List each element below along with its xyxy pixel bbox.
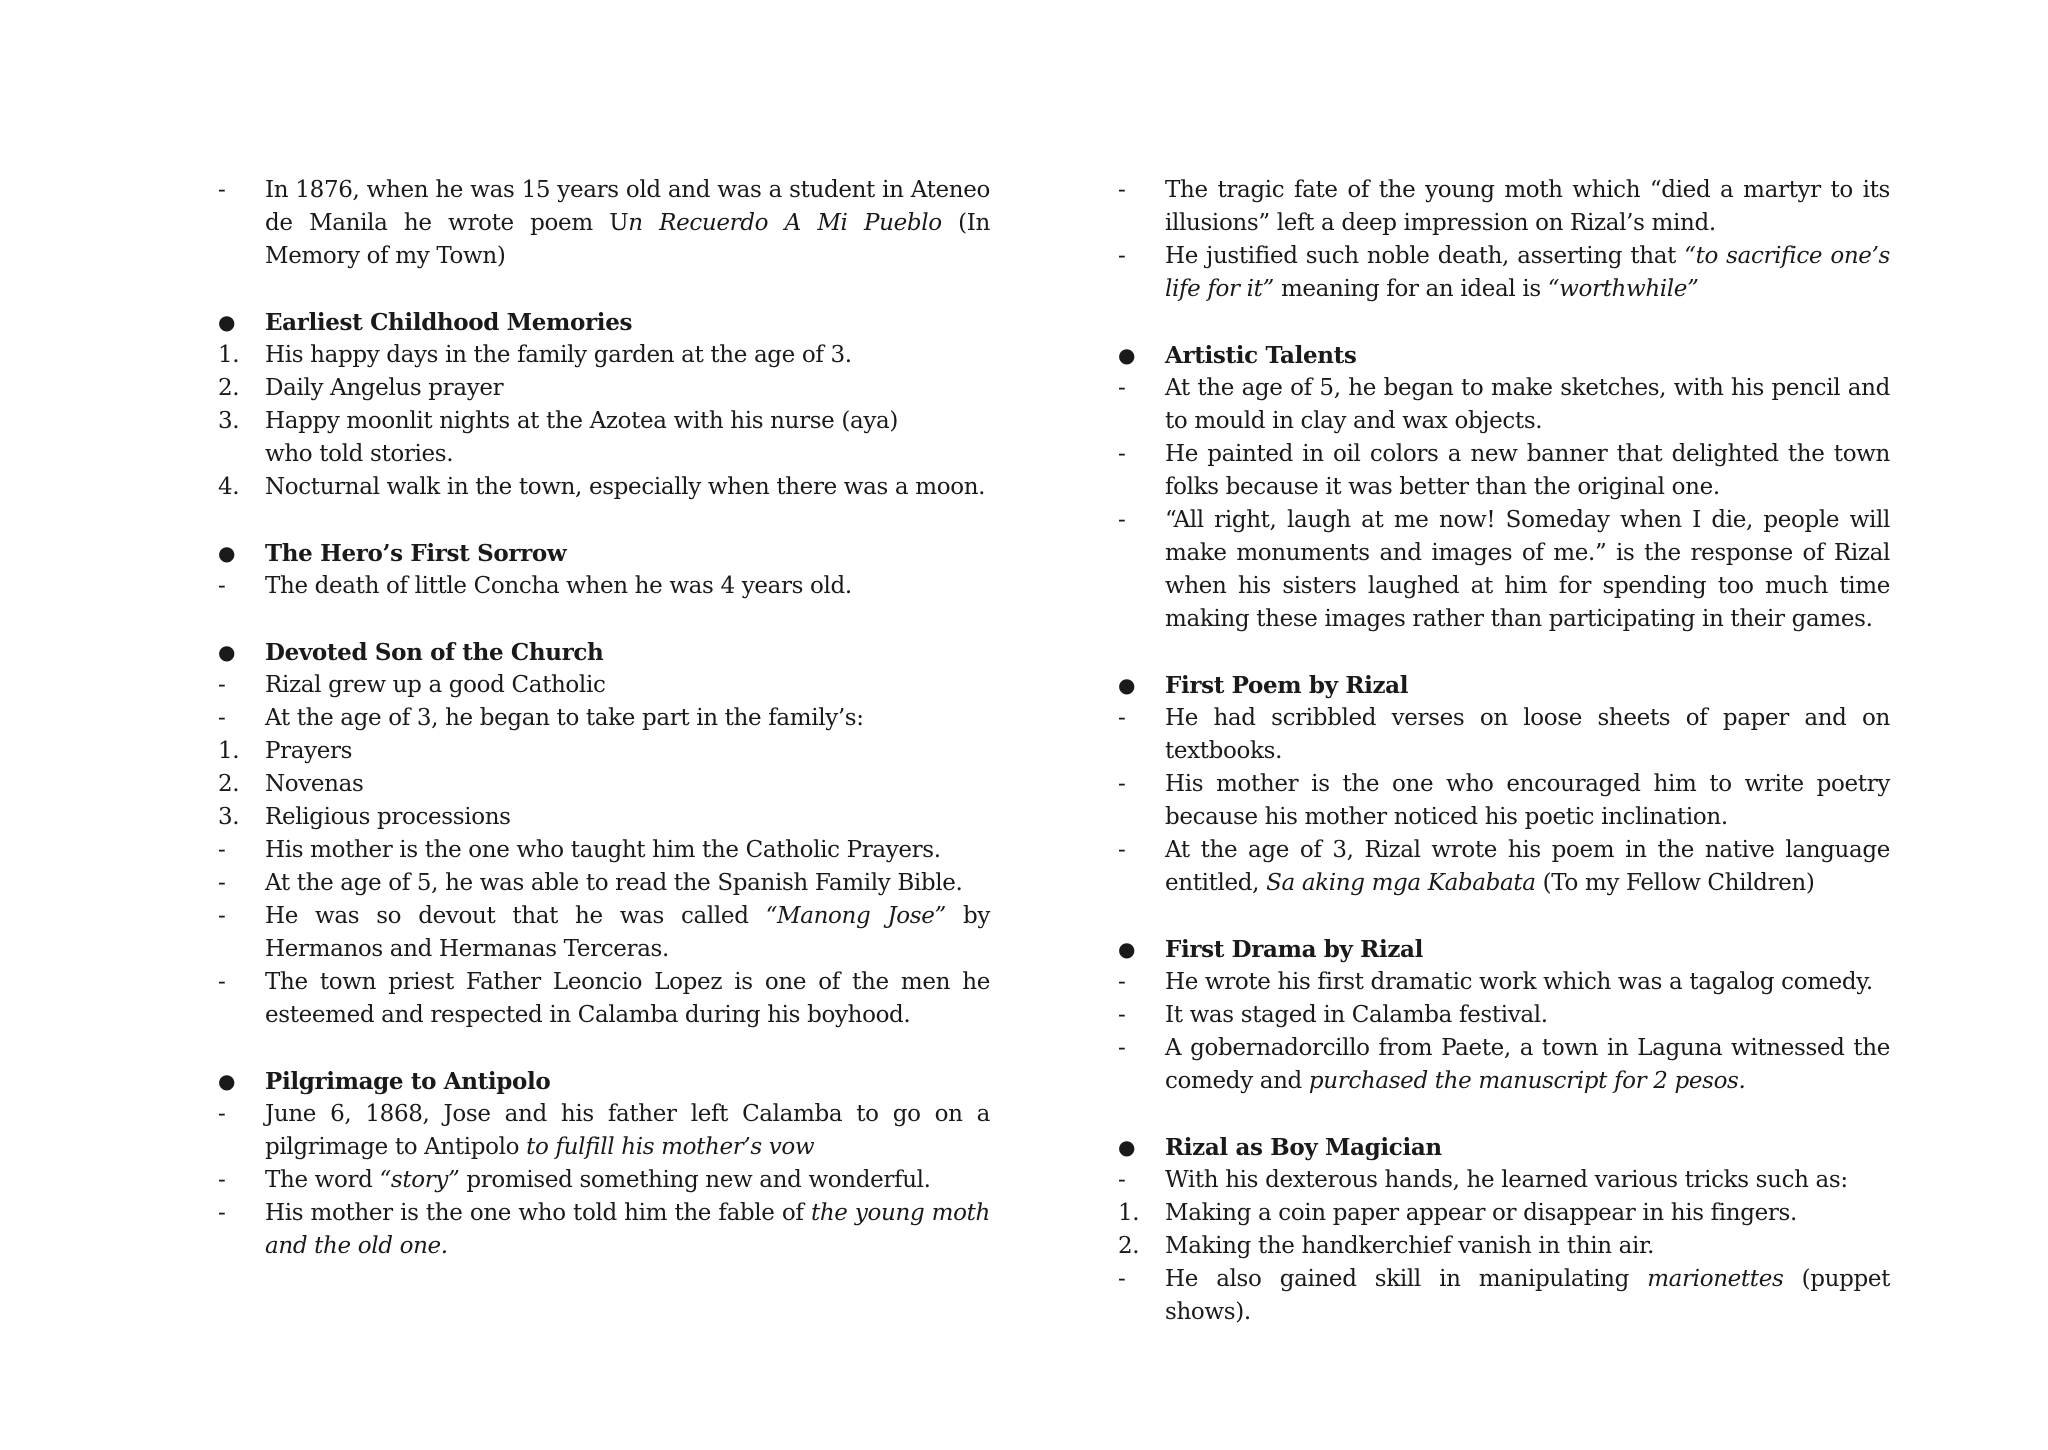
italic-text: marionettes [1647, 1266, 1784, 1292]
dash-marker: - [218, 969, 226, 995]
italic-text: to fulfill his mother’s vow [526, 1134, 815, 1160]
dash-marker: - [1118, 1266, 1126, 1292]
list-item [1118, 1197, 1890, 1230]
text-run: The Hero’s First Sorrow [265, 540, 567, 567]
list-item [1118, 966, 1890, 999]
item-text [265, 1098, 990, 1164]
list-item [218, 471, 990, 504]
text-run: (In Memory of my Town) [265, 210, 990, 269]
italic-text: purchased the manuscript for 2 pesos. [1308, 1068, 1746, 1094]
text-run: who told stories. [265, 441, 454, 467]
text-run: meaning for an ideal is [1273, 276, 1548, 302]
text-run: At the age of 5, he began to make sketches, with his pencil and to mould in clay and wax objects. [1165, 375, 1890, 434]
text-run: The town priest Father Leoncio Lopez is one of the men he esteemed and respected in Calamba during his boyhood. [265, 969, 990, 1028]
item-text [1165, 372, 1890, 438]
text-run: Making a coin paper appear or disappear in his fingers. [1165, 1200, 1797, 1226]
text-run: He painted in oil colors a new banner that delighted the town folks because it was better than the original one. [1165, 441, 1890, 500]
item-text [265, 702, 990, 735]
number-marker: 1. [218, 342, 240, 368]
text-run: At the age of 3, Rizal wrote his poem in the native language entitled, [1165, 837, 1890, 896]
item-text [1165, 240, 1890, 306]
item-text [1165, 768, 1890, 834]
text-run: “All right, laugh at me now! Someday when I die, people will make monuments and images of me.” is the response of Rizal when his sisters laughed at him for spending too much time making these images rather than participating in their games. [1165, 507, 1890, 632]
list-item [218, 570, 990, 603]
text-run: Daily Angelus prayer [265, 375, 504, 401]
list-item [1118, 438, 1890, 504]
heading-text [265, 636, 990, 669]
item-text [265, 669, 990, 702]
text-run: It was staged in Calamba festival. [1165, 1002, 1548, 1028]
italic-text: Sa aking mga Kababata [1266, 870, 1536, 896]
list-item [218, 174, 990, 273]
paragraph-spacer [218, 603, 990, 636]
dash-marker: - [1118, 375, 1126, 401]
italic-text: the young moth and the old one. [265, 1200, 990, 1259]
text-run: Pilgrimage to Antipolo [265, 1068, 551, 1095]
dash-marker: - [218, 573, 226, 599]
list-item [218, 702, 990, 735]
number-marker: 2. [218, 771, 240, 797]
italic-text: “to sacrifice one’s life for it” [1165, 243, 1890, 302]
dash-marker: - [1118, 1035, 1126, 1061]
list-item [218, 966, 990, 1032]
list-item [218, 801, 990, 834]
bullet-marker: ● [218, 640, 236, 664]
bullet-marker: ● [218, 310, 236, 334]
text-run: The death of little Concha when he was 4 years old. [265, 573, 852, 599]
list-item [218, 438, 990, 471]
bullet-marker: ● [218, 541, 236, 565]
item-text [1165, 1230, 1890, 1263]
item-text [265, 966, 990, 1032]
dash-marker: - [1118, 705, 1126, 731]
paragraph-spacer [218, 273, 990, 306]
text-run: Prayers [265, 738, 353, 764]
item-text [1165, 438, 1890, 504]
text-run: Novenas [265, 771, 364, 797]
heading-text [265, 1065, 990, 1098]
text-run: First Drama by Rizal [1165, 936, 1423, 963]
item-text [1165, 1197, 1890, 1230]
dash-marker: - [1118, 837, 1126, 863]
list-item [1118, 240, 1890, 306]
text-run: Rizal as Boy Magician [1165, 1134, 1442, 1161]
item-text [1165, 834, 1890, 900]
list-item [1118, 1263, 1890, 1329]
list-item [1118, 999, 1890, 1032]
section-heading [218, 636, 990, 669]
item-text [1165, 1032, 1890, 1098]
text-run: His mother is the one who taught him the Catholic Prayers. [265, 837, 941, 863]
text-run: Earliest Childhood Memories [265, 309, 633, 336]
heading-text [1165, 339, 1890, 372]
text-run: A gobernadorcillo from Paete, a town in Laguna witnessed the comedy and [1165, 1035, 1890, 1094]
text-run: The tragic fate of the young moth which “died a martyr to its illusions” left a deep impression on Rizal’s mind. [1165, 177, 1890, 236]
item-text [265, 867, 990, 900]
text-run: June 6, 1868, Jose and his father left Calamba to go on a pilgrimage to Antipolo [265, 1101, 990, 1160]
paragraph-spacer [218, 1032, 990, 1065]
list-item [218, 1098, 990, 1164]
paragraph-spacer [1118, 900, 1890, 933]
bullet-marker: ● [1118, 343, 1136, 367]
text-run: His mother is the one who told him the fable of [265, 1200, 811, 1226]
list-item [1118, 504, 1890, 636]
dash-marker: - [218, 903, 226, 929]
text-run: He wrote his first dramatic work which was a tagalog comedy. [1165, 969, 1873, 995]
text-run: Religious processions [265, 804, 511, 830]
number-marker: 4. [218, 474, 240, 500]
text-run: (To my Fellow Children) [1535, 870, 1815, 896]
bullet-marker: ● [1118, 673, 1136, 697]
section-heading [1118, 1131, 1890, 1164]
item-text [1165, 966, 1890, 999]
item-text [265, 174, 990, 273]
list-item [1118, 372, 1890, 438]
item-text [265, 834, 990, 867]
item-text [265, 801, 990, 834]
section-heading [218, 537, 990, 570]
list-item [218, 768, 990, 801]
list-item [1118, 1230, 1890, 1263]
section-heading [1118, 339, 1890, 372]
number-marker: 1. [1118, 1200, 1140, 1226]
heading-text [1165, 1131, 1890, 1164]
item-text [1165, 1164, 1890, 1197]
text-run: by Hermanos and Hermanas Terceras. [265, 903, 991, 962]
number-marker: 3. [218, 408, 240, 434]
dash-marker: - [1118, 441, 1126, 467]
text-run: He also gained skill in manipulating [1165, 1266, 1648, 1292]
text-run: He was so devout that he was called [265, 903, 766, 929]
text-run: At the age of 3, he began to take part in the family’s: [265, 705, 864, 731]
item-text [265, 1197, 990, 1263]
item-text [265, 471, 990, 504]
paragraph-spacer [218, 504, 990, 537]
text-run: Making the handkerchief vanish in thin air. [1165, 1233, 1655, 1259]
dash-marker: - [1118, 969, 1126, 995]
item-text [1165, 999, 1890, 1032]
text-run: The word [265, 1167, 380, 1193]
dash-marker: - [218, 705, 226, 731]
dash-marker: - [1118, 507, 1126, 533]
number-marker: 1. [218, 738, 240, 764]
item-text [265, 570, 990, 603]
dash-marker: - [218, 1200, 226, 1226]
dash-marker: - [1118, 177, 1126, 203]
heading-text [1165, 669, 1890, 702]
bullet-marker: ● [218, 1069, 236, 1093]
item-text [265, 900, 990, 966]
heading-text [1165, 933, 1890, 966]
list-item [1118, 174, 1890, 240]
dash-marker: - [218, 1101, 226, 1127]
item-text [265, 438, 990, 471]
list-item [218, 405, 990, 438]
text-run: His mother is the one who encouraged him to write poetry because his mother noticed his poetic inclination. [1165, 771, 1890, 830]
list-item [218, 372, 990, 405]
item-text [265, 405, 990, 438]
list-item [218, 834, 990, 867]
text-run: First Poem by Rizal [1165, 672, 1409, 699]
list-item [1118, 834, 1890, 900]
dash-marker: - [218, 177, 226, 203]
list-item [218, 1164, 990, 1197]
item-text [265, 768, 990, 801]
paragraph-spacer [1118, 636, 1890, 669]
text-run: He justified such noble death, asserting that [1165, 243, 1685, 269]
dash-marker: - [218, 672, 226, 698]
item-text [1165, 174, 1890, 240]
list-item [218, 339, 990, 372]
list-item [1118, 1032, 1890, 1098]
list-item [218, 900, 990, 966]
bullet-marker: ● [1118, 1135, 1136, 1159]
item-text [265, 339, 990, 372]
dash-marker: - [1118, 1167, 1126, 1193]
paragraph-spacer [1118, 1098, 1890, 1131]
text-run: Nocturnal walk in the town, especially when there was a moon. [265, 474, 986, 500]
list-item [218, 1197, 990, 1263]
text-run: Rizal grew up a good Catholic [265, 672, 606, 698]
bullet-marker: ● [1118, 937, 1136, 961]
item-text [1165, 1263, 1890, 1329]
italic-text: “worthwhile” [1547, 276, 1699, 302]
dash-marker: - [1118, 1002, 1126, 1028]
italic-text: “Manong Jose” [765, 903, 946, 929]
section-heading [218, 306, 990, 339]
heading-text [265, 306, 990, 339]
paragraph-spacer [1118, 306, 1890, 339]
text-run: With his dexterous hands, he learned various tricks such as: [1165, 1167, 1848, 1193]
dash-marker: - [1118, 243, 1126, 269]
section-heading [1118, 933, 1890, 966]
text-run: In 1876, when he was 15 years old and was a student in Ateneo de Manila he wrote poem U [265, 177, 990, 236]
text-run: At the age of 5, he was able to read the Spanish Family Bible. [265, 870, 963, 896]
item-text [1165, 504, 1890, 636]
list-item [1118, 768, 1890, 834]
item-text [1165, 702, 1890, 768]
list-item [218, 867, 990, 900]
text-run: He had scribbled verses on loose sheets of paper and on textbooks. [1165, 705, 1890, 764]
number-marker: 2. [218, 375, 240, 401]
text-run: Devoted Son of the Church [265, 639, 604, 666]
list-item [218, 735, 990, 768]
left-column [218, 174, 990, 1263]
heading-text [265, 537, 990, 570]
item-text [265, 372, 990, 405]
text-run: Artistic Talents [1165, 342, 1357, 369]
dash-marker: - [218, 870, 226, 896]
item-text [265, 735, 990, 768]
text-run: Happy moonlit nights at the Azotea with his nurse (aya) [265, 408, 899, 434]
italic-text: “story” [379, 1167, 460, 1193]
dash-marker: - [1118, 771, 1126, 797]
text-run: (puppet shows). [1165, 1266, 1891, 1325]
list-item [1118, 1164, 1890, 1197]
italic-text: n Recuerdo A Mi Pueblo [628, 210, 942, 236]
number-marker: 3. [218, 804, 240, 830]
dash-marker: - [218, 837, 226, 863]
text-run: His happy days in the family garden at the age of 3. [265, 342, 852, 368]
number-marker: 2. [1118, 1233, 1140, 1259]
right-column [1118, 174, 1890, 1329]
text-run: promised something new and wonderful. [459, 1167, 931, 1193]
list-item [218, 669, 990, 702]
list-item [1118, 702, 1890, 768]
section-heading [218, 1065, 990, 1098]
item-text [265, 1164, 990, 1197]
section-heading [1118, 669, 1890, 702]
dash-marker: - [218, 1167, 226, 1193]
